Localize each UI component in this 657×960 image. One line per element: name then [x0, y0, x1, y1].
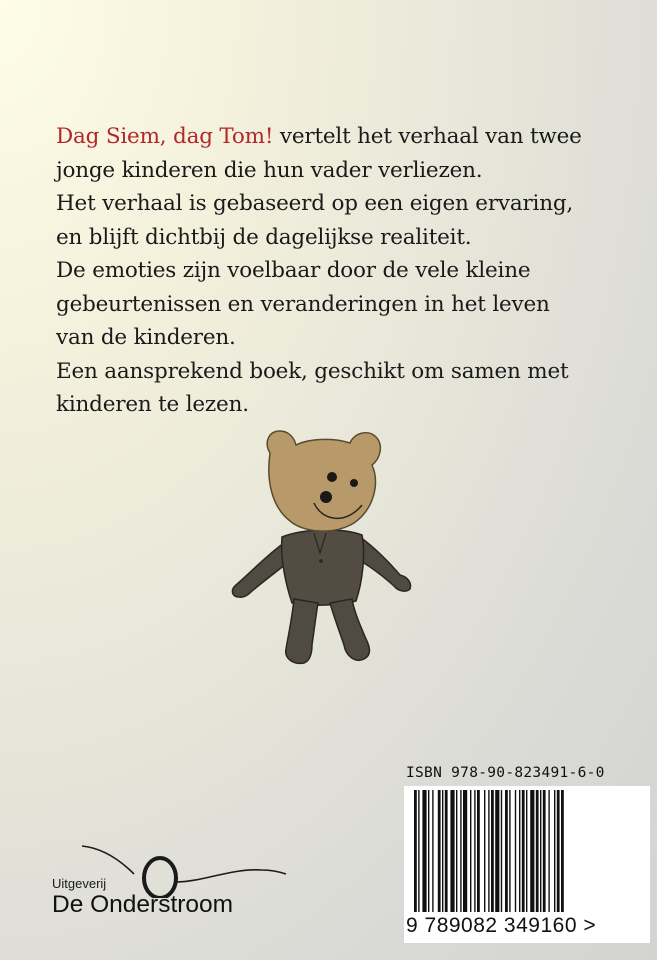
barcode-bar	[442, 790, 443, 912]
teddy-bear-illustration	[222, 425, 437, 675]
barcode-bar	[526, 790, 527, 912]
barcode-bar	[418, 790, 419, 912]
blurb-line-1-rest: vertelt het verhaal van twee	[273, 124, 582, 149]
barcode-bar	[474, 790, 475, 912]
blurb-line: jonge kinderen die hun vader verliezen.	[56, 157, 483, 183]
barcode-bar	[432, 790, 433, 912]
barcode-bar	[554, 790, 555, 912]
barcode-bar	[530, 790, 534, 912]
barcode-bar	[522, 790, 525, 912]
blurb-line: Een aansprekend boek, geschikt om samen met	[56, 358, 569, 384]
barcode-bar	[477, 790, 480, 912]
barcode-digits: 9 789082 349160 >	[406, 914, 597, 937]
barcode-bar	[438, 790, 441, 912]
barcode-bar	[456, 790, 457, 912]
barcode-bar	[543, 790, 546, 912]
barcode-bar	[548, 790, 549, 912]
barcode-bar	[540, 790, 541, 912]
barcode-bar	[422, 790, 426, 912]
barcode-bar	[501, 790, 502, 912]
barcode-bar	[484, 790, 485, 912]
barcode	[404, 786, 650, 943]
barcode-bar	[561, 790, 564, 912]
blurb-line: van de kinderen.	[56, 325, 236, 350]
publisher-label: Uitgeverij	[52, 876, 107, 891]
barcode-bar	[460, 790, 461, 912]
book-title-highlight: Dag Siem, dag Tom!	[56, 124, 274, 149]
barcode-bar	[488, 790, 489, 912]
barcode-bars	[412, 790, 626, 912]
blurb-line: Het verhaal is gebaseerd op een eigen ervaring,	[56, 191, 574, 216]
barcode-bar	[505, 790, 508, 912]
blurb-line: De emoties zijn voelbaar door de vele kleine	[56, 258, 531, 283]
barcode-bar	[470, 790, 471, 912]
barcode-bar	[536, 790, 539, 912]
publisher-name: De Onderstroom	[52, 891, 234, 918]
barcode-bar	[428, 790, 429, 912]
isbn-label: ISBN 978-90-823491-6-0	[406, 765, 605, 781]
barcode-bar	[557, 790, 560, 912]
barcode-bar	[509, 790, 510, 912]
publisher-block	[52, 838, 292, 928]
blurb-line: gebeurtenissen en veranderingen in het leven	[56, 291, 550, 317]
barcode-bar	[445, 790, 448, 912]
barcode-bar	[450, 790, 454, 912]
blurb-line: en blijft dichtbij de dagelijkse realiteit.	[56, 224, 472, 250]
barcode-bar	[495, 790, 499, 912]
barcode-bar	[491, 790, 494, 912]
blurb-line: kinderen te lezen.	[56, 392, 249, 417]
back-cover-blurb	[56, 120, 616, 422]
blurb-line-1	[56, 120, 616, 154]
barcode-bar	[515, 790, 516, 912]
barcode-bar	[519, 790, 520, 912]
barcode-bar	[414, 790, 417, 912]
barcode-bar	[463, 790, 467, 912]
